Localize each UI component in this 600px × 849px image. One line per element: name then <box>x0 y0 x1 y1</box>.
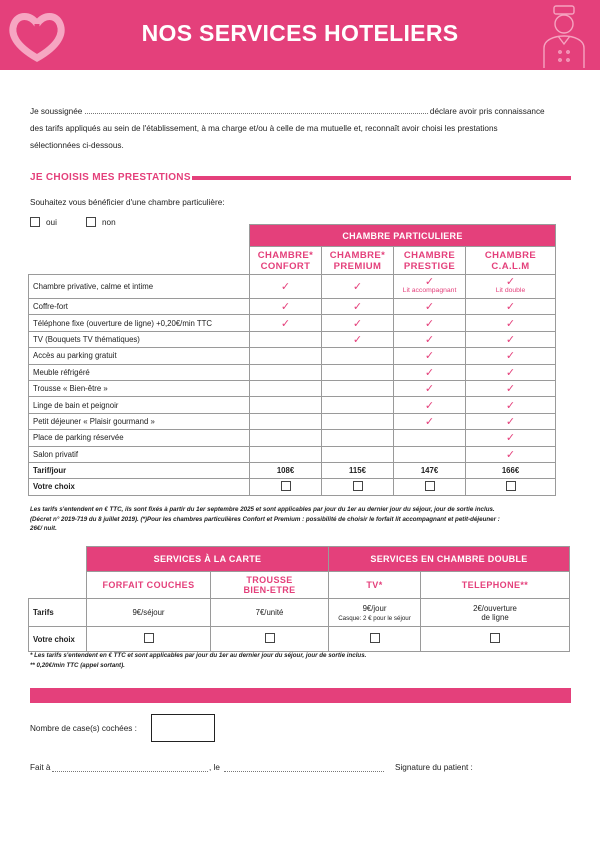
feature-cell <box>250 315 322 331</box>
bed-note: Lit double <box>495 287 526 294</box>
choice-label: Votre choix <box>29 479 250 495</box>
footer-band <box>30 688 571 703</box>
check-icon: ✓ <box>424 317 435 330</box>
feature-cell <box>250 397 322 413</box>
services-note-line2: ** 0,20€/min TTC (appel sortant). <box>30 661 125 669</box>
telephone-checkbox[interactable] <box>490 633 500 643</box>
check-icon: ✓ <box>505 301 516 314</box>
room-feature-row <box>29 446 556 462</box>
feature-cell <box>466 331 556 347</box>
feature-cell <box>466 364 556 380</box>
check-icon: ✓ <box>505 448 516 461</box>
check-icon: ✓ <box>280 301 291 314</box>
feature-cell <box>394 275 466 299</box>
check-icon: ✓ <box>352 317 363 330</box>
check-icon: ✓ <box>505 276 516 288</box>
rooms-note-line1: Les tarifs s'entendent en € TTC, ils sont fixés à partir du 1er septembre 2025 et sont applicables par jour du 1er au dernier jour du séjour, jour de sortie inclus. <box>30 506 495 513</box>
room-feature-row <box>29 331 556 347</box>
feature-cell <box>466 275 556 299</box>
rooms-note-line2: (Décret n° 2019-719 du 8 juillet 2019). (*)Pour les chambres particulières Confort et Premium : possibilité de choisir le forfait lit accompagnant et petit-déjeuner : <box>30 515 500 523</box>
check-icon: ✓ <box>505 415 516 428</box>
check-icon: ✓ <box>505 383 516 396</box>
services-carte-band: SERVICES À LA CARTE <box>87 547 329 572</box>
check-icon: ✓ <box>424 350 435 363</box>
oui-label: oui <box>46 217 57 227</box>
feature-label: Accès au parking gratuit <box>29 348 250 364</box>
signature-label: Signature du patient : <box>395 763 473 772</box>
feature-cell <box>322 364 394 380</box>
check-icon: ✓ <box>280 281 291 293</box>
svc-tarifs-row <box>29 599 570 627</box>
room-feature-row <box>29 413 556 429</box>
feature-cell <box>250 348 322 364</box>
name-field[interactable] <box>85 106 428 114</box>
col-header: CHAMBRE C.A.L.M <box>466 247 556 275</box>
count-input[interactable] <box>151 714 215 742</box>
room-feature-row <box>29 275 556 299</box>
feature-cell <box>322 397 394 413</box>
feature-cell <box>250 364 322 380</box>
svc-tarif: 2€/ouverture de ligne <box>421 599 570 627</box>
intro-line3: sélectionnées ci-dessous. <box>30 141 124 150</box>
feature-cell <box>466 348 556 364</box>
feature-label: Petit déjeuner « Plaisir gourmand » <box>29 413 250 429</box>
intro-part2: déclare avoir pris connaissance <box>429 107 545 116</box>
rooms-note-line3: 26€/ nuit. <box>30 525 57 532</box>
feature-cell <box>322 348 394 364</box>
feature-cell <box>322 331 394 347</box>
svc-choice-label: Votre choix <box>29 627 87 652</box>
feature-cell <box>394 446 466 462</box>
header-banner <box>0 0 600 70</box>
fait-a-label: Fait à <box>30 763 51 772</box>
svc-tarif: 9€/séjour <box>87 599 211 627</box>
svc-choice-row <box>29 627 570 652</box>
check-icon: ✓ <box>505 432 516 445</box>
col-header: CHAMBRE* PREMIUM <box>322 247 394 275</box>
feature-label: Salon privatif <box>29 446 250 462</box>
feature-cell <box>322 380 394 396</box>
check-icon: ✓ <box>505 366 516 379</box>
rooms-note <box>30 505 575 534</box>
date-field[interactable] <box>224 771 384 772</box>
confort-checkbox[interactable] <box>281 481 291 491</box>
feature-cell <box>394 299 466 315</box>
section-heading: JE CHOISIS MES PRESTATIONS <box>30 172 191 183</box>
feature-cell <box>250 380 322 396</box>
feature-cell <box>466 446 556 462</box>
svc-tarif: 9€/jour Casque: 2 € pour le séjour <box>329 599 421 627</box>
bed-note: Lit accompagnant <box>402 287 457 294</box>
services-double-band: SERVICES EN CHAMBRE DOUBLE <box>329 547 570 572</box>
rooms-table <box>28 224 556 496</box>
feature-label: Trousse « Bien-être » <box>29 380 250 396</box>
bellboy-icon <box>538 4 590 70</box>
page-title: NOS SERVICES HOTELIERS <box>141 20 459 46</box>
feature-cell <box>394 364 466 380</box>
feature-cell <box>466 315 556 331</box>
services-note-line1: * Les tarifs s'entendent en € TTC et sont applicables par jour du 1er au dernier jour du séjour, jour de sortie inclus. <box>30 652 367 659</box>
prestige-checkbox[interactable] <box>425 481 435 491</box>
room-feature-row <box>29 364 556 380</box>
svc-header: TROUSSE BIEN-ETRE <box>211 572 329 599</box>
feature-label: Meuble réfrigéré <box>29 364 250 380</box>
tarif-value: 108€ <box>250 462 322 478</box>
check-icon: ✓ <box>505 317 516 330</box>
feature-label: Téléphone fixe (ouverture de ligne) +0,20€/min TTC <box>29 315 250 331</box>
intro-line2: des tarifs appliqués au sein de l'établissement, à ma charge et/ou à celle de ma mutuelle et, reconnaît avoir choisi les prestations <box>30 124 498 133</box>
check-icon: ✓ <box>505 399 516 412</box>
intro-text <box>30 103 575 154</box>
room-feature-row <box>29 348 556 364</box>
check-icon: ✓ <box>505 350 516 363</box>
check-icon: ✓ <box>352 333 363 346</box>
svc-tarif: 7€/unité <box>211 599 329 627</box>
svc-tarifs-label: Tarifs <box>29 599 87 627</box>
services-note <box>30 651 575 670</box>
tarif-row <box>29 462 556 478</box>
calm-checkbox[interactable] <box>506 481 516 491</box>
feature-cell <box>394 397 466 413</box>
section-rule <box>192 176 571 180</box>
room-feature-row <box>29 315 556 331</box>
svc-header: TV* <box>329 572 421 599</box>
feature-cell <box>394 413 466 429</box>
room-feature-row <box>29 299 556 315</box>
feature-cell <box>466 397 556 413</box>
col-header: CHAMBRE PRESTIGE <box>394 247 466 275</box>
feature-cell <box>322 315 394 331</box>
check-icon: ✓ <box>424 333 435 346</box>
fait-a-field[interactable] <box>52 771 208 772</box>
feature-label: Chambre privative, calme et intime <box>29 275 250 299</box>
couches-checkbox[interactable] <box>144 633 154 643</box>
feature-cell <box>322 299 394 315</box>
feature-cell <box>394 430 466 446</box>
room-feature-row <box>29 397 556 413</box>
feature-cell <box>466 430 556 446</box>
room-feature-row <box>29 380 556 396</box>
non-label: non <box>102 217 116 227</box>
check-icon: ✓ <box>424 301 435 314</box>
feature-cell <box>466 413 556 429</box>
tarif-value: 147€ <box>394 462 466 478</box>
trousse-checkbox[interactable] <box>265 633 275 643</box>
chambre-question: Souhaitez vous bénéficier d'une chambre particulière: <box>30 198 225 207</box>
feature-cell <box>394 348 466 364</box>
feature-cell <box>250 413 322 429</box>
check-icon: ✓ <box>424 276 435 288</box>
room-feature-row <box>29 430 556 446</box>
check-icon: ✓ <box>424 415 435 428</box>
check-icon: ✓ <box>505 333 516 346</box>
svc-header: TELEPHONE** <box>421 572 570 599</box>
svc-header: FORFAIT COUCHES <box>87 572 211 599</box>
feature-cell <box>250 430 322 446</box>
feature-cell <box>466 299 556 315</box>
feature-label: Place de parking réservée <box>29 430 250 446</box>
feature-cell <box>394 331 466 347</box>
premium-checkbox[interactable] <box>353 481 363 491</box>
check-icon: ✓ <box>352 281 363 293</box>
feature-label: Coffre-fort <box>29 299 250 315</box>
feature-cell <box>466 380 556 396</box>
count-label: Nombre de case(s) cochées : <box>30 724 137 733</box>
check-icon: ✓ <box>424 366 435 379</box>
feature-cell <box>322 413 394 429</box>
tarif-value: 115€ <box>322 462 394 478</box>
tarif-value: 166€ <box>466 462 556 478</box>
chambre-particuliere-band: CHAMBRE PARTICULIERE <box>250 225 556 247</box>
feature-cell <box>250 275 322 299</box>
intro-part1: Je soussignée <box>30 107 83 116</box>
date-label: , le <box>209 763 220 772</box>
tarif-label: Tarif/jour <box>29 462 250 478</box>
feature-label: Linge de bain et peignoir <box>29 397 250 413</box>
check-icon: ✓ <box>424 383 435 396</box>
rooms-header-row <box>29 247 556 275</box>
check-icon: ✓ <box>280 317 291 330</box>
feature-cell <box>394 380 466 396</box>
col-header: CHAMBRE* CONFORT <box>250 247 322 275</box>
services-table <box>28 546 570 652</box>
check-icon: ✓ <box>352 301 363 314</box>
feature-cell <box>250 331 322 347</box>
check-icon: ✓ <box>424 399 435 412</box>
tv-checkbox[interactable] <box>370 633 380 643</box>
choice-row <box>29 479 556 495</box>
feature-cell <box>394 315 466 331</box>
feature-cell <box>322 275 394 299</box>
feature-label: TV (Bouquets TV thématiques) <box>29 331 250 347</box>
feature-cell <box>322 446 394 462</box>
feature-cell <box>250 299 322 315</box>
feature-cell <box>250 446 322 462</box>
feature-cell <box>322 430 394 446</box>
